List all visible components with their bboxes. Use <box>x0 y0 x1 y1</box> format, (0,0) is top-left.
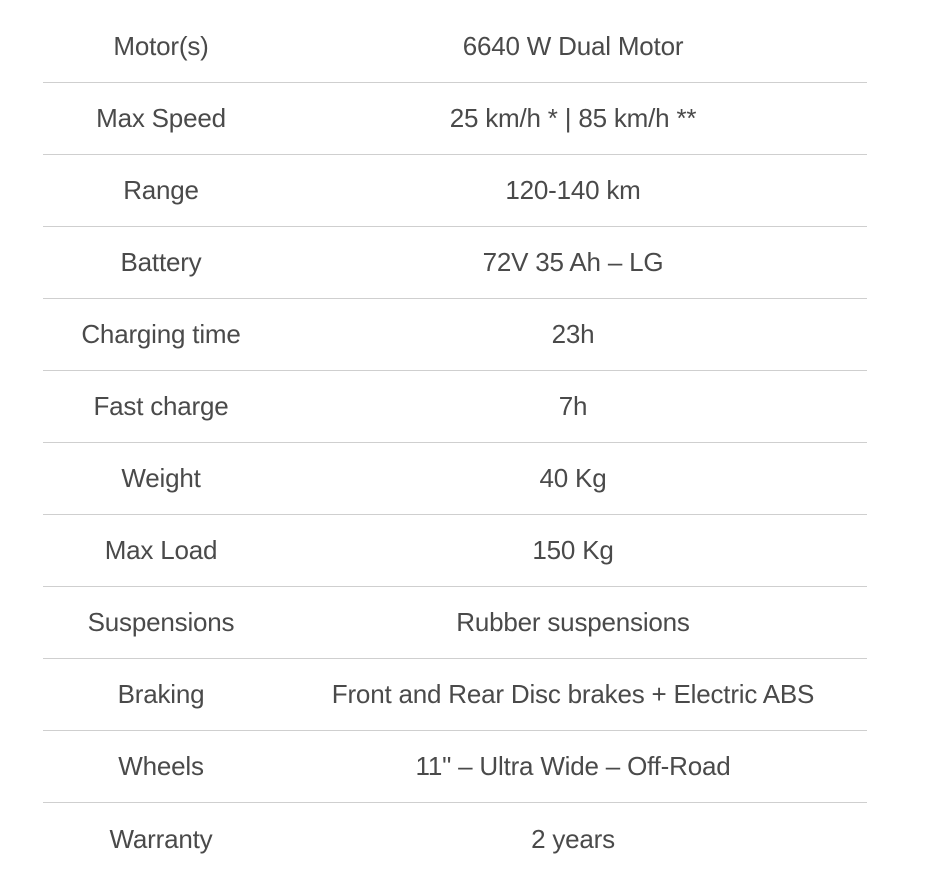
spec-label: Fast charge <box>93 391 229 421</box>
spec-value: Front and Rear Disc brakes + Electric ABS <box>331 679 815 709</box>
spec-value: 23h <box>551 319 595 349</box>
spec-row-fast-charge <box>43 371 867 443</box>
spec-value: 2 years <box>531 823 615 854</box>
spec-row-braking <box>43 659 867 731</box>
spec-value: 150 Kg <box>532 535 614 565</box>
spec-label: Warranty <box>109 823 213 854</box>
spec-row-motors <box>43 11 867 83</box>
spec-row-battery <box>43 227 867 299</box>
spec-label: Battery <box>120 247 202 277</box>
spec-value: 72V 35 Ah – LG <box>482 247 664 277</box>
spec-label: Range <box>123 175 199 205</box>
spec-label: Max Load <box>104 535 218 565</box>
spec-row-charging-time <box>43 299 867 371</box>
spec-row-max-speed <box>43 83 867 155</box>
spec-label: Charging time <box>81 319 241 349</box>
spec-value: 6640 W Dual Motor <box>462 31 684 61</box>
spec-label: Motor(s) <box>113 31 209 61</box>
spec-label: Wheels <box>118 751 204 781</box>
spec-value: 11" – Ultra Wide – Off-Road <box>415 751 731 781</box>
spec-row-range <box>43 155 867 227</box>
spec-value: 40 Kg <box>539 463 607 493</box>
spec-label: Weight <box>121 463 201 493</box>
spec-row-max-load <box>43 515 867 587</box>
spec-value: Rubber suspensions <box>456 607 690 637</box>
spec-row-wheels <box>43 731 867 803</box>
spec-label: Braking <box>117 679 205 709</box>
spec-label: Suspensions <box>87 607 235 637</box>
spec-value: 120-140 km <box>505 175 641 205</box>
spec-value: 25 km/h * | 85 km/h ** <box>449 103 697 133</box>
spec-row-weight <box>43 443 867 515</box>
spec-value: 7h <box>558 391 588 421</box>
spec-table <box>43 11 867 875</box>
spec-label: Max Speed <box>96 103 226 133</box>
spec-row-suspensions <box>43 587 867 659</box>
spec-row-warranty <box>43 803 867 875</box>
